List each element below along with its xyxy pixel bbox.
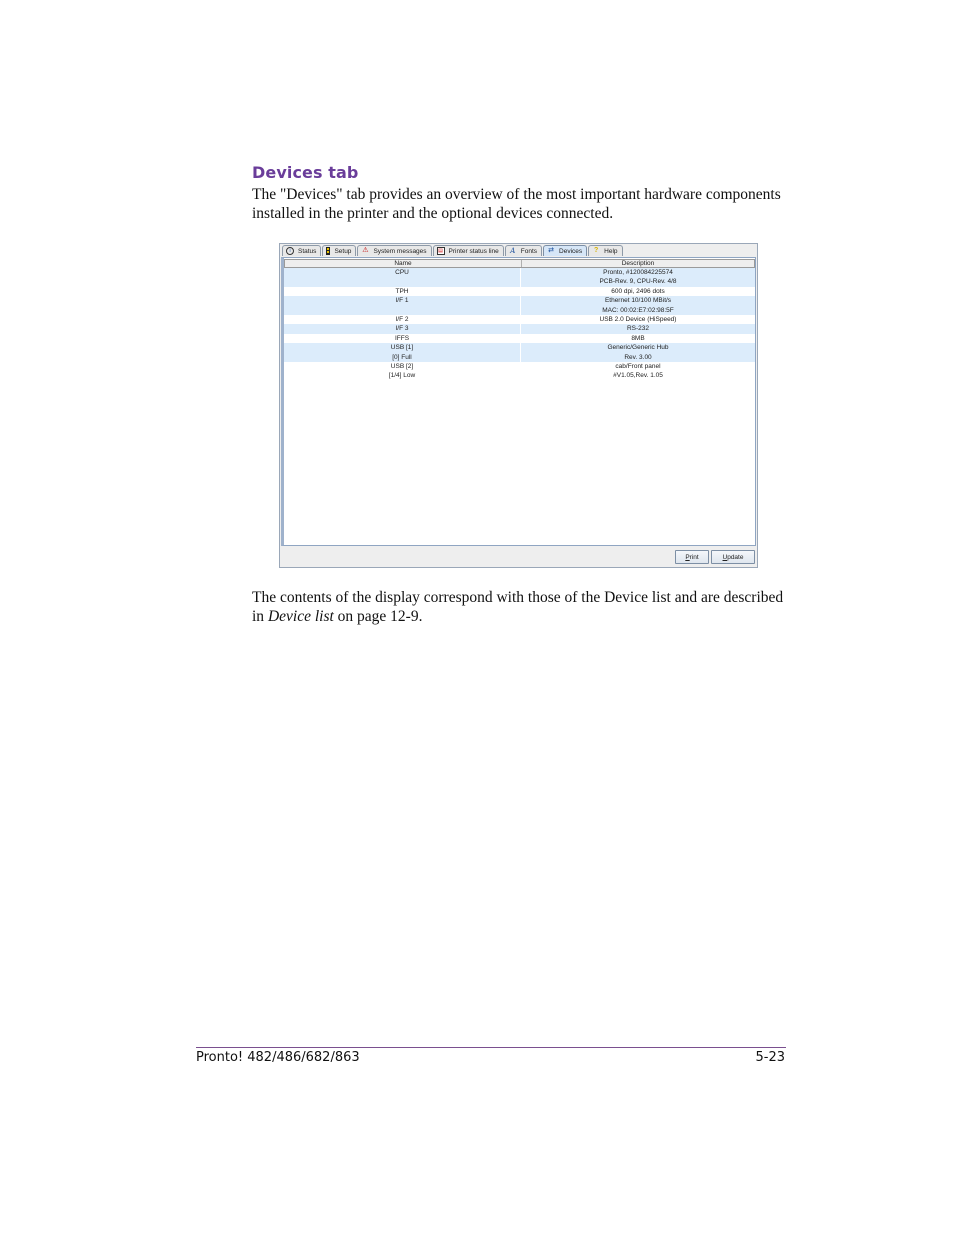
printer-display-icon: ▤: [438, 248, 443, 254]
table-row[interactable]: [284, 287, 755, 296]
table-row[interactable]: [284, 343, 755, 352]
devices-tab-screenshot: [279, 243, 758, 568]
traffic-light-icon: [326, 247, 330, 255]
tab-status[interactable]: i Status: [282, 245, 321, 256]
cell-description: 600 dpi, 2496 dots: [611, 287, 665, 295]
table-body: [284, 268, 755, 381]
tab-bar: [282, 245, 624, 257]
table-row[interactable]: [284, 315, 755, 324]
cell-description: #V1.05,Rev. 1.05: [613, 372, 663, 380]
table-row[interactable]: [284, 334, 755, 343]
cell-description: 8MB: [631, 334, 645, 342]
tab-fonts[interactable]: A Fonts: [505, 245, 542, 256]
help-icon: ?: [594, 247, 599, 254]
cell-description: Generic/Generic Hub: [607, 344, 669, 352]
cell-name: [0] Full: [284, 353, 521, 362]
footer-page-number: 5-23: [755, 1050, 785, 1065]
cell-name: IFFS: [284, 334, 521, 343]
cell-description: MAC: 00:02:E7:02:98:5F: [602, 306, 674, 314]
outro-paragraph: The contents of the display correspond with those of the Device list and are described in Device list on page 12-9.: [252, 589, 784, 625]
cell-description: Rev. 3.00: [624, 353, 652, 361]
section-heading: Devices tab: [252, 163, 359, 182]
table-row[interactable]: [284, 371, 755, 380]
cell-name: TPH: [284, 287, 521, 296]
update-button[interactable]: Update: [711, 550, 755, 564]
table-row[interactable]: [284, 324, 755, 333]
tab-printer-status-line[interactable]: ▤ Printer status line: [433, 245, 504, 256]
warning-icon: ⚠: [362, 247, 369, 254]
table-row[interactable]: [284, 362, 755, 371]
column-header-description[interactable]: Description: [621, 260, 655, 267]
table-row[interactable]: [284, 306, 755, 315]
cell-name: USB [1]: [284, 343, 521, 352]
cell-name: [284, 306, 521, 315]
tab-devices[interactable]: ⇄ Devices: [543, 245, 587, 256]
table-header: [284, 259, 755, 268]
print-button[interactable]: Print: [675, 550, 709, 564]
tab-setup[interactable]: Setup: [322, 245, 356, 256]
cell-name: [284, 277, 521, 286]
cell-description: Pronto, #120084225574: [603, 269, 673, 276]
cell-description: Ethernet 10/100 MBit/s: [604, 297, 672, 305]
column-header-name[interactable]: Name: [285, 260, 522, 267]
footer-product-name: Pronto! 482/486/682/863: [196, 1050, 360, 1065]
cell-name: I/F 3: [284, 324, 521, 333]
devices-icon: ⇄: [548, 247, 554, 254]
cell-description: PCB-Rev. 9, CPU-Rev. 4/8: [599, 278, 677, 286]
cell-name: I/F 2: [284, 315, 521, 324]
info-icon: i: [286, 247, 294, 255]
intro-paragraph: The "Devices" tab provides an overview of the most important hardware components installed in the printer and the optional devices connected.: [252, 186, 781, 222]
cell-description: USB 2.0 Device (HiSpeed): [599, 315, 677, 323]
cell-name: CPU: [284, 268, 521, 277]
table-row[interactable]: [284, 296, 755, 305]
footer-divider: [196, 1047, 786, 1048]
cell-name: I/F 1: [284, 296, 521, 305]
table-row[interactable]: [284, 277, 755, 286]
devices-table-panel: [281, 257, 756, 546]
cell-name: [1/4] Low: [284, 371, 521, 380]
device-list-reference: Device list: [267, 608, 334, 625]
table-row[interactable]: [284, 353, 755, 362]
font-icon: A: [510, 247, 516, 255]
tab-help[interactable]: ? Help: [588, 245, 622, 256]
cell-description: RS-232: [626, 325, 650, 333]
cell-name: USB [2]: [284, 362, 521, 371]
table-row[interactable]: [284, 268, 755, 277]
tab-system-messages[interactable]: ⚠ System messages: [357, 245, 431, 256]
cell-description: cab/Front panel: [615, 362, 661, 370]
